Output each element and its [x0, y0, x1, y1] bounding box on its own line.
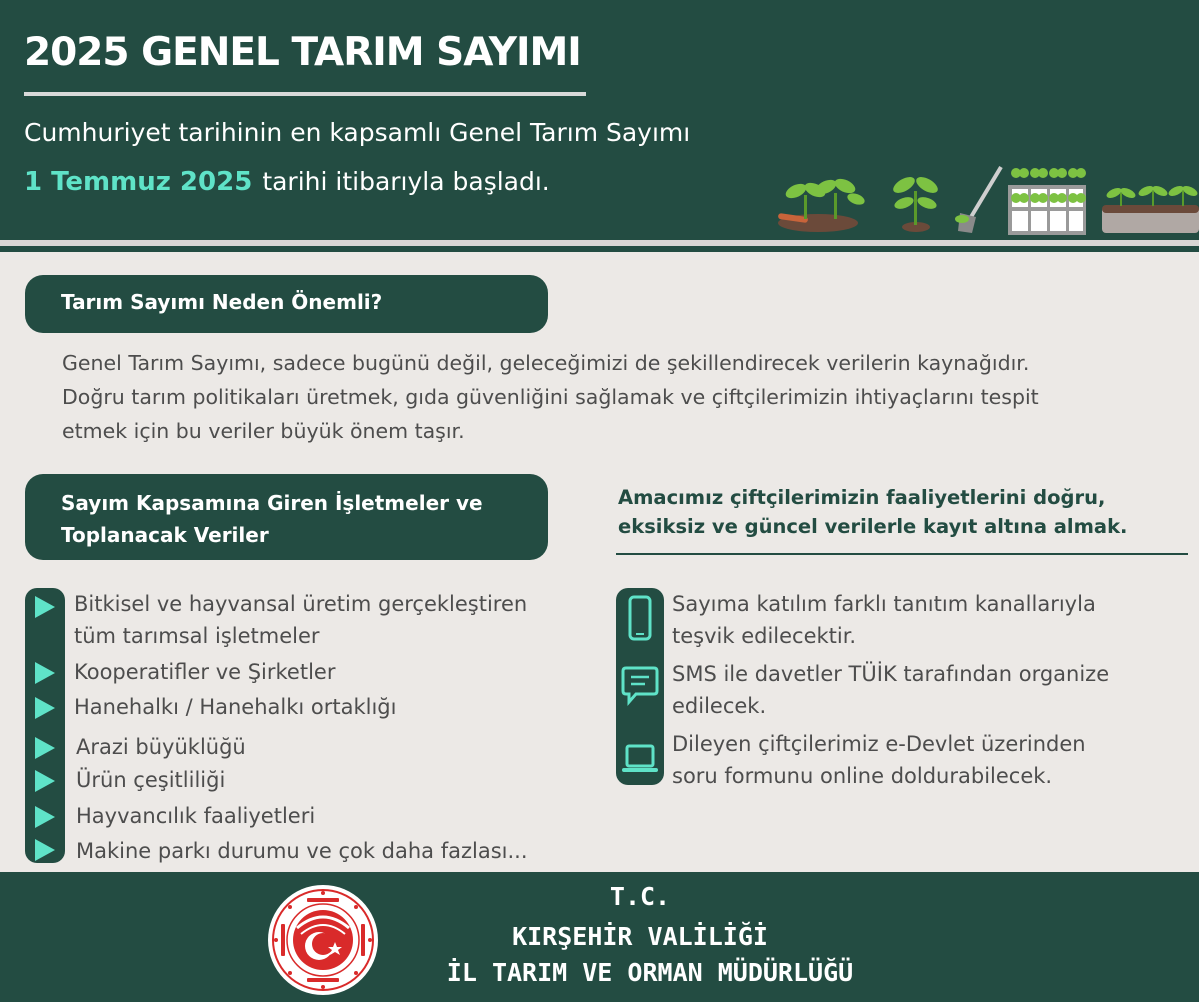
- channel-line: SMS ile davetler TÜİK tarafından organize: [672, 662, 1110, 686]
- title-underline: [24, 92, 586, 96]
- list-item-line: Bitkisel ve hayvansal üretim gerçekleştiren: [74, 592, 528, 616]
- scope-heading-line: Sayım Kapsamına Giren İşletmeler ve: [61, 491, 483, 515]
- start-date-suffix: tarihi itibarıyla başladı.: [262, 167, 550, 196]
- importance-line: Doğru tarım politikaları üretmek, gıda güvenliğini sağlamak ve çiftçilerimizin ihtiyaçlarını tespit: [62, 385, 1039, 409]
- goal-line: Amacımız çiftçilerimizin faaliyetlerini doğru,: [618, 486, 1106, 509]
- importance-line: etmek için bu veriler büyük önem taşır.: [62, 419, 465, 443]
- arrow-bullet-icon: [35, 806, 55, 828]
- channel-text: [672, 728, 1086, 792]
- start-date-line: [24, 167, 550, 197]
- footer-line-governorship: KIRŞEHİR VALİLİĞİ: [512, 922, 768, 951]
- arrow-bullet-icon: [35, 697, 55, 719]
- channel-text: [672, 588, 1096, 652]
- importance-line: Genel Tarım Sayımı, sadece bugünü değil, geleceğimizi de şekillendirecek verilerin kaynağıdır.: [62, 351, 1030, 375]
- arrow-bullet-icon: [35, 596, 55, 618]
- footer-line-directorate: İL TARIM VE ORMAN MÜDÜRLÜĞÜ: [446, 958, 854, 987]
- divider-dark: [0, 246, 1199, 252]
- goal-underline: [616, 553, 1188, 555]
- list-item: Hanehalkı / Hanehalkı ortaklığı: [74, 695, 397, 719]
- chat-icon: [620, 664, 660, 708]
- arrow-bullet-icon: [35, 737, 55, 759]
- arrow-bullet-icon: [35, 770, 55, 792]
- arrow-bullet-icon: [35, 662, 55, 684]
- channel-line: teşvik edilecektir.: [672, 624, 857, 648]
- list-item: Arazi büyüklüğü: [76, 735, 246, 759]
- channel-line: Dileyen çiftçilerimiz e-Devlet üzerinden: [672, 732, 1086, 756]
- channel-line: edilecek.: [672, 694, 767, 718]
- arrow-bullet-icon: [35, 839, 55, 861]
- channel-text: [672, 658, 1109, 722]
- phone-icon: [620, 594, 660, 644]
- list-item: Kooperatifler ve Şirketler: [74, 660, 336, 684]
- goal-line: eksiksiz ve güncel verilerle kayıt altına almak.: [618, 515, 1128, 538]
- importance-heading: Tarım Sayımı Neden Önemli?: [25, 275, 548, 333]
- subtitle: Cumhuriyet tarihinin en kapsamlı Genel Tarım Sayımı: [24, 118, 691, 147]
- channel-line: Sayıma katılım farklı tanıtım kanallarıyla: [672, 592, 1096, 616]
- scope-heading-line: Toplanacak Veriler: [61, 523, 269, 547]
- goal-statement: [618, 483, 1193, 541]
- importance-paragraph: [62, 346, 1182, 448]
- ministry-seal-icon: [267, 884, 379, 996]
- page-title: 2025 GENEL TARIM SAYIMI: [24, 30, 581, 75]
- scope-heading: [25, 474, 548, 560]
- seedlings-illustration-icon: [776, 165, 1199, 237]
- list-item: Makine parkı durumu ve çok daha fazlası...: [76, 839, 528, 863]
- list-item: [74, 588, 527, 652]
- list-item-line: tüm tarımsal işletmeler: [74, 624, 320, 648]
- list-item: Hayvancılık faaliyetleri: [76, 804, 316, 828]
- laptop-icon: [620, 742, 660, 776]
- footer-line-tc: T.C.: [609, 882, 671, 911]
- start-date: 1 Temmuz 2025: [24, 167, 253, 197]
- list-item: Ürün çeşitliliği: [76, 768, 226, 792]
- channel-line: soru formunu online doldurabilecek.: [672, 764, 1053, 788]
- header-banner: [0, 0, 1199, 240]
